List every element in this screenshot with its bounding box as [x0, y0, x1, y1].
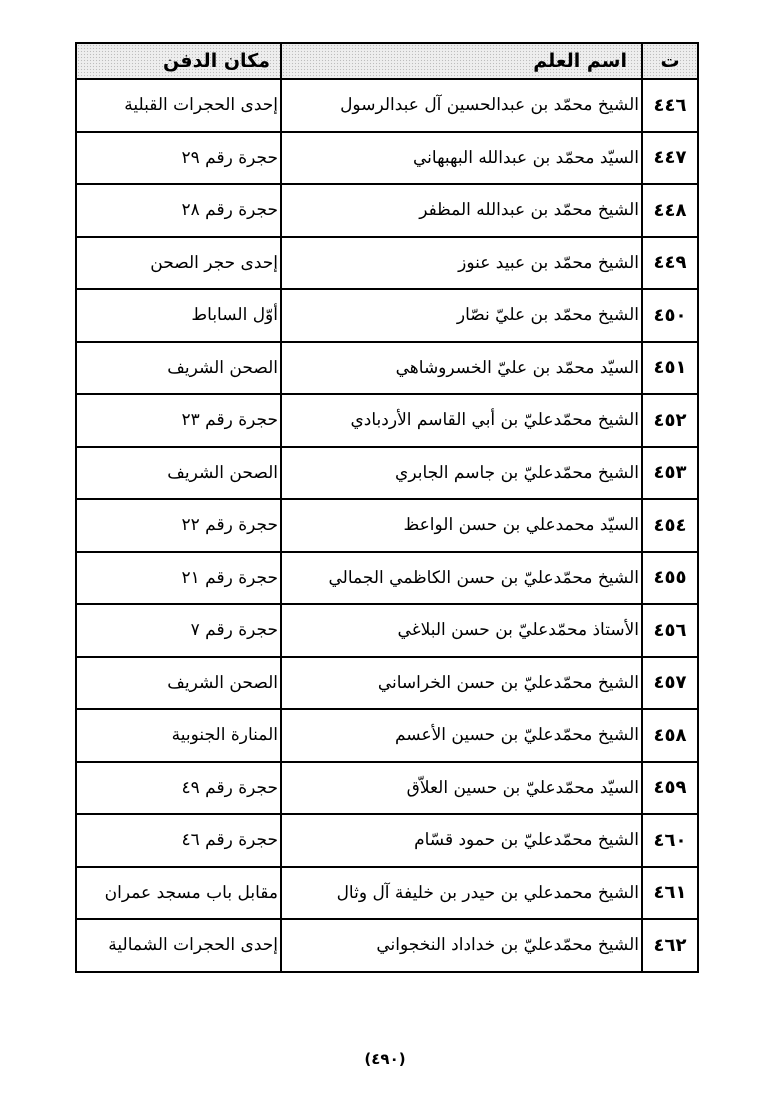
row-name: الأستاذ محمّدعليّ بن حسن البلاغي [281, 604, 642, 657]
row-number: ٤٥٠ [642, 289, 698, 342]
row-burial-place: المنارة الجنوبية [76, 709, 281, 762]
table-row [76, 657, 698, 710]
header-name: اسم العلم [281, 43, 642, 79]
table-row [76, 289, 698, 342]
row-number: ٤٥١ [642, 342, 698, 395]
burial-table [75, 42, 699, 973]
row-burial-place: أوّل الساباط [76, 289, 281, 342]
page-number: (٤٩٠) [364, 1050, 406, 1068]
row-burial-place: حجرة رقم ٢٣ [76, 394, 281, 447]
row-burial-place: الصحن الشريف [76, 342, 281, 395]
table-row [76, 499, 698, 552]
row-burial-place: الصحن الشريف [76, 447, 281, 500]
row-burial-place: حجرة رقم ٢١ [76, 552, 281, 605]
table-body [76, 79, 698, 972]
row-burial-place: حجرة رقم ٧ [76, 604, 281, 657]
table-row [76, 709, 698, 762]
table-row [76, 762, 698, 815]
row-name: الشيخ محمدعلي بن حيدر بن خليفة آل وثال [281, 867, 642, 920]
row-number: ٤٥٦ [642, 604, 698, 657]
table-row [76, 604, 698, 657]
table-row [76, 79, 698, 132]
row-burial-place: إحدى الحجرات القبلية [76, 79, 281, 132]
table-row [76, 394, 698, 447]
table-row [76, 342, 698, 395]
row-name: السيّد محمدعلي بن حسن الواعظ [281, 499, 642, 552]
row-name: السيّد محمّدعليّ بن حسين العلاّق [281, 762, 642, 815]
burial-table-container [75, 42, 697, 973]
row-number: ٤٤٨ [642, 184, 698, 237]
row-burial-place: حجرة رقم ٤٩ [76, 762, 281, 815]
row-name: الشيخ محمّد بن عليّ نصّار [281, 289, 642, 342]
row-name: الشيخ محمّد بن عبدالحسين آل عبدالرسول [281, 79, 642, 132]
header-row [76, 43, 698, 79]
row-burial-place: حجرة رقم ٤٦ [76, 814, 281, 867]
row-name: الشيخ محمّدعليّ بن حسن الكاظمي الجمالي [281, 552, 642, 605]
row-number: ٤٥٥ [642, 552, 698, 605]
table-row [76, 814, 698, 867]
row-number: ٤٥٩ [642, 762, 698, 815]
header-burial-place: مكان الدفن [76, 43, 281, 79]
row-number: ٤٥٤ [642, 499, 698, 552]
table-row [76, 867, 698, 920]
row-name: الشيخ محمّد بن عبيد عنوز [281, 237, 642, 290]
row-burial-place: إحدى الحجرات الشمالية [76, 919, 281, 972]
row-name: الشيخ محمّدعليّ بن حسن الخراساني [281, 657, 642, 710]
row-number: ٤٤٦ [642, 79, 698, 132]
row-number: ٤٤٧ [642, 132, 698, 185]
row-burial-place: حجرة رقم ٢٩ [76, 132, 281, 185]
table-header [76, 43, 698, 79]
row-name: الشيخ محمّدعليّ بن حمود قسّام [281, 814, 642, 867]
row-number: ٤٦٠ [642, 814, 698, 867]
row-burial-place: حجرة رقم ٢٨ [76, 184, 281, 237]
table-row [76, 237, 698, 290]
table-row [76, 919, 698, 972]
row-burial-place: مقابل باب مسجد عمران [76, 867, 281, 920]
row-number: ٤٦٢ [642, 919, 698, 972]
row-number: ٤٤٩ [642, 237, 698, 290]
row-name: الشيخ محمّدعليّ بن أبي القاسم الأردبادي [281, 394, 642, 447]
row-name: السيّد محمّد بن عليّ الخسروشاهي [281, 342, 642, 395]
table-row [76, 132, 698, 185]
row-name: السيّد محمّد بن عبدالله البهبهاني [281, 132, 642, 185]
row-name: الشيخ محمّدعليّ بن حسين الأعسم [281, 709, 642, 762]
row-name: الشيخ محمّد بن عبدالله المظفر [281, 184, 642, 237]
table-row [76, 184, 698, 237]
row-number: ٤٦١ [642, 867, 698, 920]
row-name: الشيخ محمّدعليّ بن خداداد النخجواني [281, 919, 642, 972]
row-number: ٤٥٢ [642, 394, 698, 447]
row-burial-place: الصحن الشريف [76, 657, 281, 710]
row-burial-place: إحدى حجر الصحن [76, 237, 281, 290]
table-row [76, 447, 698, 500]
row-name: الشيخ محمّدعليّ بن جاسم الجابري [281, 447, 642, 500]
row-burial-place: حجرة رقم ٢٢ [76, 499, 281, 552]
header-number: ت [642, 43, 698, 79]
row-number: ٤٥٧ [642, 657, 698, 710]
row-number: ٤٥٣ [642, 447, 698, 500]
row-number: ٤٥٨ [642, 709, 698, 762]
table-row [76, 552, 698, 605]
